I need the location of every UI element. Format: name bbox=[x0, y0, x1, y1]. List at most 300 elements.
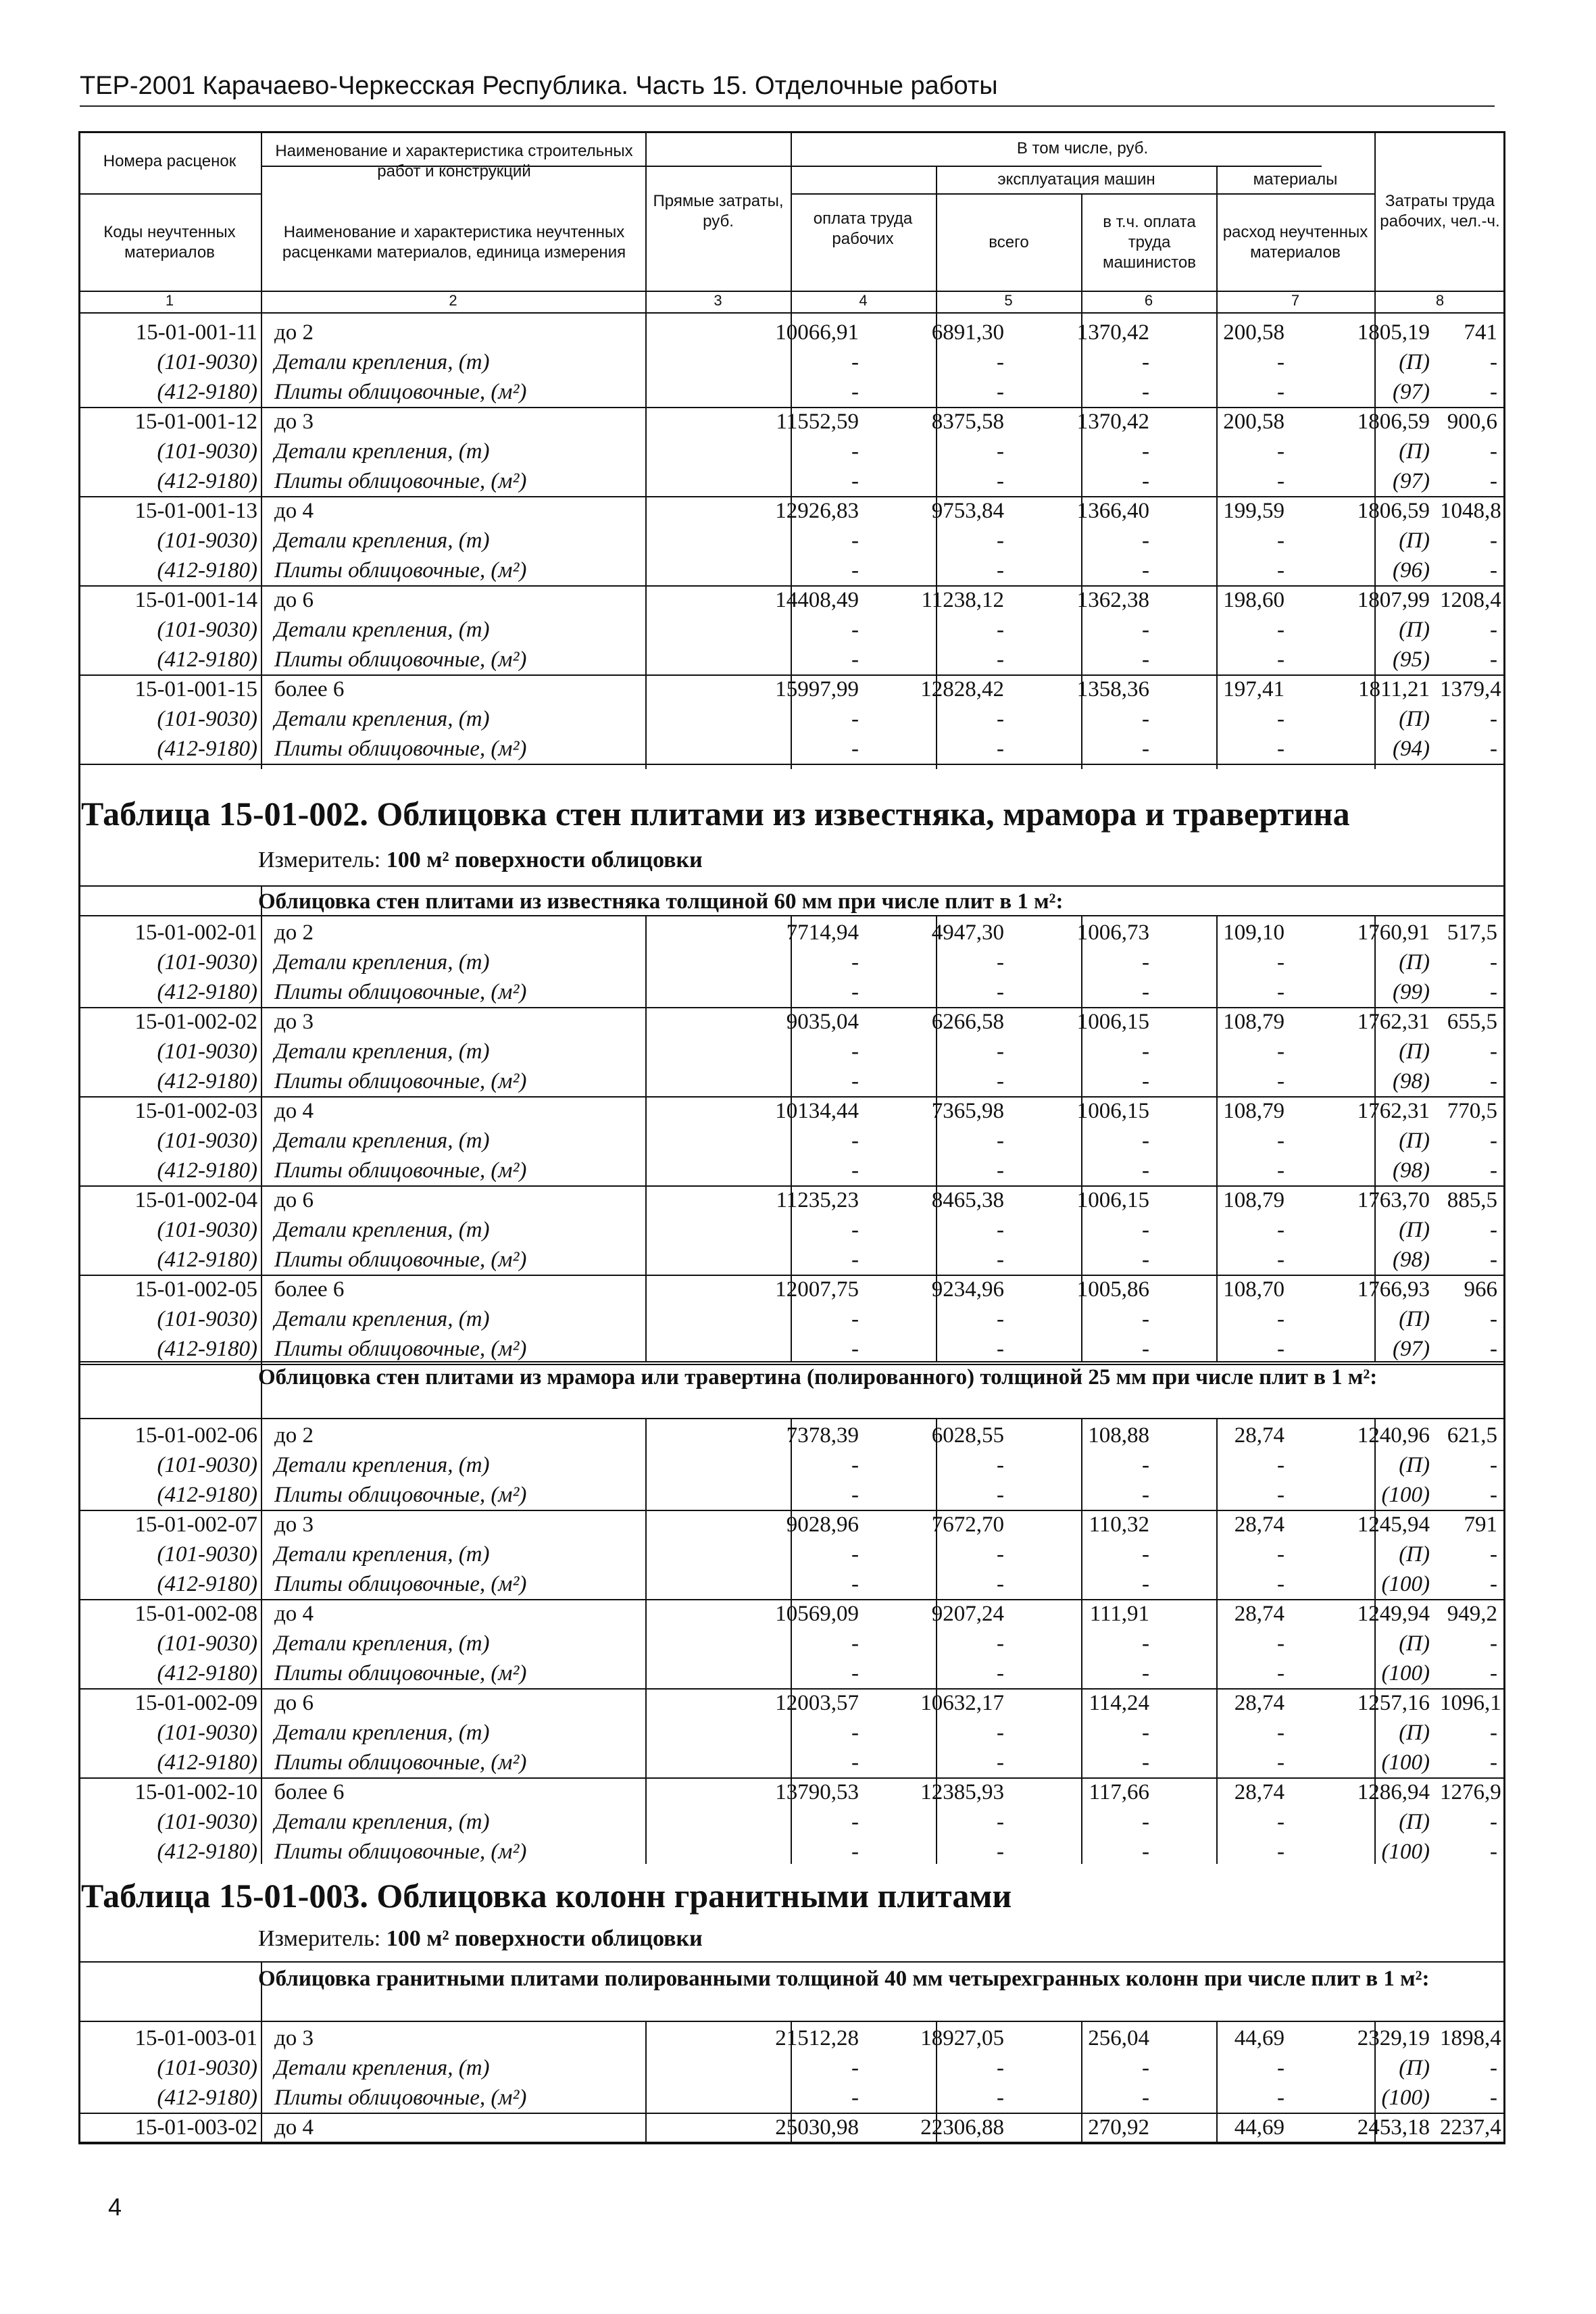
rate-value: 10134,44 bbox=[775, 1099, 859, 1123]
material-code: (412-9180) bbox=[157, 980, 257, 1004]
material-consumption: (П) bbox=[1399, 1721, 1430, 1745]
empty-value: - bbox=[1142, 558, 1149, 583]
empty-value: - bbox=[1490, 2056, 1497, 2080]
rate-value: 109,10 bbox=[1223, 920, 1285, 945]
empty-value: - bbox=[1490, 1129, 1497, 1153]
empty-value: - bbox=[851, 1039, 859, 1064]
material-consumption: (100) bbox=[1381, 1483, 1430, 1507]
material-consumption: (95) bbox=[1393, 647, 1430, 672]
col-number: 8 bbox=[1435, 292, 1445, 309]
empty-value: - bbox=[1142, 1129, 1149, 1153]
material-name: Плиты облицовочные, (м²) bbox=[274, 1158, 527, 1183]
material-row bbox=[78, 526, 1505, 556]
rate-code: 15-01-002-07 bbox=[134, 1512, 257, 1537]
material-row bbox=[78, 1450, 1505, 1480]
material-name: Плиты облицовочные, (м²) bbox=[274, 1248, 527, 1272]
rate-value: 108,70 bbox=[1223, 1277, 1285, 1302]
material-code: (101-9030) bbox=[157, 1129, 257, 1153]
material-name: Детали крепления, (т) bbox=[274, 1542, 490, 1567]
empty-value: - bbox=[1277, 1337, 1285, 1361]
material-consumption: (П) bbox=[1399, 1039, 1430, 1064]
material-consumption: (94) bbox=[1393, 737, 1430, 761]
header-col2-bottom: Наименование и характеристика неучтенных расценками материалов, единица измерения bbox=[282, 223, 626, 262]
col-number: 3 bbox=[714, 292, 722, 309]
empty-value: - bbox=[997, 1453, 1004, 1477]
rate-value: 885,5 bbox=[1447, 1188, 1497, 1212]
empty-value: - bbox=[1142, 1069, 1149, 1093]
empty-value: - bbox=[997, 469, 1004, 493]
empty-value: - bbox=[1490, 1307, 1497, 1331]
rate-name: до 3 bbox=[274, 1512, 314, 1537]
empty-value: - bbox=[1490, 1069, 1497, 1093]
rate-name: до 4 bbox=[274, 1099, 314, 1123]
material-code: (412-9180) bbox=[157, 737, 257, 761]
rate-value: 1240,96 bbox=[1357, 1423, 1430, 1448]
rate-code: 15-01-001-15 bbox=[134, 677, 257, 701]
material-row bbox=[78, 947, 1505, 977]
material-code: (412-9180) bbox=[157, 1572, 257, 1596]
empty-value: - bbox=[1142, 1721, 1149, 1745]
table2-subhead-limestone: Облицовка стен плитами из известняка толщиной 60 мм при числе плит в 1 м²: bbox=[258, 889, 1064, 914]
material-name: Плиты облицовочные, (м²) bbox=[274, 737, 527, 761]
empty-value: - bbox=[1490, 950, 1497, 975]
empty-value: - bbox=[1142, 2086, 1149, 2110]
material-consumption: (П) bbox=[1399, 528, 1430, 553]
empty-value: - bbox=[851, 707, 859, 731]
rate-row bbox=[78, 2023, 1505, 2053]
material-code: (101-9030) bbox=[157, 528, 257, 553]
rate-value: 1806,59 bbox=[1357, 410, 1430, 434]
empty-value: - bbox=[997, 439, 1004, 464]
empty-value: - bbox=[1490, 1721, 1497, 1745]
rate-name: до 6 bbox=[274, 1691, 314, 1715]
empty-value: - bbox=[1142, 350, 1149, 374]
empty-value: - bbox=[851, 1750, 859, 1775]
material-consumption: (П) bbox=[1399, 350, 1430, 374]
material-name: Детали крепления, (т) bbox=[274, 1721, 490, 1745]
empty-value: - bbox=[1142, 1631, 1149, 1656]
row-separator bbox=[78, 2142, 1505, 2144]
material-name: Детали крепления, (т) bbox=[274, 1307, 490, 1331]
empty-value: - bbox=[1142, 1750, 1149, 1775]
empty-value: - bbox=[1490, 1218, 1497, 1242]
col-number: 5 bbox=[1004, 292, 1013, 309]
col-number: 1 bbox=[165, 292, 174, 309]
empty-value: - bbox=[1142, 1542, 1149, 1567]
empty-value: - bbox=[1490, 1810, 1497, 1834]
empty-value: - bbox=[997, 1218, 1004, 1242]
rate-value: 12385,93 bbox=[920, 1780, 1004, 1804]
empty-value: - bbox=[851, 1661, 859, 1685]
rate-value: 6028,55 bbox=[931, 1423, 1004, 1448]
rate-value: 28,74 bbox=[1234, 1512, 1285, 1537]
material-code: (412-9180) bbox=[157, 1750, 257, 1775]
rate-value: 12003,57 bbox=[775, 1691, 859, 1715]
rate-value: 770,5 bbox=[1447, 1099, 1497, 1123]
rate-value: 7378,39 bbox=[786, 1423, 859, 1448]
measurer-label: Измеритель: bbox=[258, 1926, 381, 1951]
empty-value: - bbox=[1142, 1840, 1149, 1864]
material-row bbox=[78, 1540, 1505, 1569]
empty-value: - bbox=[851, 1337, 859, 1361]
rate-code: 15-01-002-01 bbox=[134, 920, 257, 945]
rate-value: 1006,15 bbox=[1076, 1010, 1149, 1034]
material-row bbox=[78, 1569, 1505, 1599]
header-col1-top: Номера расценок bbox=[103, 152, 236, 170]
rate-value: 1286,94 bbox=[1357, 1780, 1430, 1804]
empty-value: - bbox=[997, 950, 1004, 975]
rate-value: 200,58 bbox=[1223, 320, 1285, 345]
material-row bbox=[78, 615, 1505, 645]
material-name: Детали крепления, (т) bbox=[274, 528, 490, 553]
material-row bbox=[78, 1156, 1505, 1185]
empty-value: - bbox=[1142, 737, 1149, 761]
empty-value: - bbox=[851, 1158, 859, 1183]
empty-value: - bbox=[1277, 350, 1285, 374]
empty-value: - bbox=[1277, 528, 1285, 553]
empty-value: - bbox=[851, 1572, 859, 1596]
empty-value: - bbox=[1277, 2086, 1285, 2110]
rate-group bbox=[78, 496, 1505, 585]
col-number: 4 bbox=[859, 292, 868, 309]
material-row bbox=[78, 466, 1505, 496]
empty-value: - bbox=[997, 1483, 1004, 1507]
material-consumption: (П) bbox=[1399, 618, 1430, 642]
empty-value: - bbox=[1277, 707, 1285, 731]
rate-group bbox=[78, 1421, 1505, 1510]
material-consumption: (П) bbox=[1399, 1453, 1430, 1477]
empty-value: - bbox=[851, 1810, 859, 1834]
rate-group bbox=[78, 2113, 1505, 2142]
rate-value: 1806,59 bbox=[1357, 499, 1430, 523]
empty-value: - bbox=[851, 558, 859, 583]
empty-value: - bbox=[1142, 1307, 1149, 1331]
rate-value: 741 bbox=[1464, 320, 1497, 345]
rate-value: 1245,94 bbox=[1357, 1512, 1430, 1537]
rate-group bbox=[78, 918, 1505, 1007]
measurer-value: 100 м² поверхности облицовки bbox=[386, 1926, 703, 1951]
material-consumption: (98) bbox=[1393, 1069, 1430, 1093]
empty-value: - bbox=[1277, 1840, 1285, 1864]
rate-value: 9035,04 bbox=[786, 1010, 859, 1034]
header-machines: эксплуатация машин bbox=[997, 170, 1155, 189]
material-name: Плиты облицовочные, (м²) bbox=[274, 1572, 527, 1596]
empty-value: - bbox=[997, 1337, 1004, 1361]
rate-name: до 4 bbox=[274, 2115, 314, 2140]
material-row bbox=[78, 1748, 1505, 1777]
rate-value: 1048,8 bbox=[1440, 499, 1501, 523]
material-row bbox=[78, 645, 1505, 674]
rate-value: 6891,30 bbox=[931, 320, 1004, 345]
empty-value: - bbox=[851, 528, 859, 553]
rate-value: 1762,31 bbox=[1357, 1010, 1430, 1034]
empty-value: - bbox=[851, 1721, 859, 1745]
empty-value: - bbox=[1490, 618, 1497, 642]
empty-value: - bbox=[1142, 950, 1149, 975]
rate-value: 1249,94 bbox=[1357, 1602, 1430, 1626]
material-row bbox=[78, 1837, 1505, 1867]
empty-value: - bbox=[1277, 1129, 1285, 1153]
rate-group bbox=[78, 1599, 1505, 1688]
material-code: (101-9030) bbox=[157, 1039, 257, 1064]
rate-row bbox=[78, 1096, 1505, 1126]
rate-value: 1370,42 bbox=[1076, 320, 1149, 345]
empty-value: - bbox=[997, 1810, 1004, 1834]
material-code: (101-9030) bbox=[157, 1218, 257, 1242]
rate-value: 28,74 bbox=[1234, 1691, 1285, 1715]
empty-value: - bbox=[1277, 1721, 1285, 1745]
material-consumption: (П) bbox=[1399, 1542, 1430, 1567]
rate-value: 25030,98 bbox=[775, 2115, 859, 2140]
row-separator bbox=[78, 764, 1505, 765]
material-code: (101-9030) bbox=[157, 950, 257, 975]
material-row bbox=[78, 1480, 1505, 1510]
empty-value: - bbox=[851, 1453, 859, 1477]
material-name: Плиты облицовочные, (м²) bbox=[274, 647, 527, 672]
material-code: (101-9030) bbox=[157, 1307, 257, 1331]
material-row bbox=[78, 734, 1505, 764]
material-name: Детали крепления, (т) bbox=[274, 1218, 490, 1242]
empty-value: - bbox=[1490, 439, 1497, 464]
empty-value: - bbox=[1277, 737, 1285, 761]
rate-row bbox=[78, 1185, 1505, 1215]
rate-name: до 2 bbox=[274, 320, 314, 345]
empty-value: - bbox=[1277, 950, 1285, 975]
empty-value: - bbox=[851, 1248, 859, 1272]
material-name: Плиты облицовочные, (м²) bbox=[274, 469, 527, 493]
rate-value: 13790,53 bbox=[775, 1780, 859, 1804]
rate-group bbox=[78, 1007, 1505, 1096]
empty-value: - bbox=[1142, 1337, 1149, 1361]
rate-value: 21512,28 bbox=[775, 2026, 859, 2050]
empty-value: - bbox=[997, 1158, 1004, 1183]
material-code: (412-9180) bbox=[157, 647, 257, 672]
material-consumption: (97) bbox=[1393, 1337, 1430, 1361]
rate-value: 1766,93 bbox=[1357, 1277, 1430, 1302]
rate-value: 270,92 bbox=[1088, 2115, 1149, 2140]
empty-value: - bbox=[997, 647, 1004, 672]
rate-name: до 3 bbox=[274, 410, 314, 434]
empty-value: - bbox=[851, 1483, 859, 1507]
rate-value: 18927,05 bbox=[920, 2026, 1004, 2050]
rate-code: 15-01-003-01 bbox=[134, 2026, 257, 2050]
material-row bbox=[78, 377, 1505, 407]
rate-value: 655,5 bbox=[1447, 1010, 1497, 1034]
empty-value: - bbox=[1277, 1039, 1285, 1064]
rate-value: 6266,58 bbox=[931, 1010, 1004, 1034]
rate-group bbox=[78, 318, 1505, 407]
rate-code: 15-01-001-13 bbox=[134, 499, 257, 523]
empty-value: - bbox=[997, 1307, 1004, 1331]
material-row bbox=[78, 1037, 1505, 1066]
empty-value: - bbox=[851, 980, 859, 1004]
empty-value: - bbox=[1277, 1158, 1285, 1183]
material-name: Детали крепления, (т) bbox=[274, 1039, 490, 1064]
empty-value: - bbox=[1490, 1750, 1497, 1775]
rate-value: 1276,9 bbox=[1440, 1780, 1501, 1804]
measurer-value: 100 м² поверхности облицовки bbox=[386, 847, 703, 872]
empty-value: - bbox=[997, 2086, 1004, 2110]
material-consumption: (98) bbox=[1393, 1248, 1430, 1272]
rate-value: 621,5 bbox=[1447, 1423, 1497, 1448]
empty-value: - bbox=[1490, 350, 1497, 374]
material-row bbox=[78, 1334, 1505, 1364]
header-col5: всего bbox=[989, 233, 1029, 251]
rate-code: 15-01-001-14 bbox=[134, 588, 257, 612]
col-number: 2 bbox=[449, 292, 457, 309]
material-code: (101-9030) bbox=[157, 1542, 257, 1567]
rate-row bbox=[78, 2113, 1505, 2142]
table3-subhead: Облицовка гранитными плитами полированными толщиной 40 мм четырехгранных колонн при числе плит в 1 м²: bbox=[258, 1967, 1430, 1991]
material-name: Плиты облицовочные, (м²) bbox=[274, 2086, 527, 2110]
material-code: (101-9030) bbox=[157, 2056, 257, 2080]
empty-value: - bbox=[1277, 647, 1285, 672]
rate-value: 1366,40 bbox=[1076, 499, 1149, 523]
material-consumption: (П) bbox=[1399, 1810, 1430, 1834]
rate-group bbox=[78, 1096, 1505, 1185]
empty-value: - bbox=[851, 1307, 859, 1331]
rate-value: 900,6 bbox=[1447, 410, 1497, 434]
material-consumption: (П) bbox=[1399, 1307, 1430, 1331]
rate-value: 8375,58 bbox=[931, 410, 1004, 434]
empty-value: - bbox=[851, 380, 859, 404]
empty-value: - bbox=[997, 350, 1004, 374]
material-row bbox=[78, 1807, 1505, 1837]
empty-value: - bbox=[1142, 2056, 1149, 2080]
material-code: (412-9180) bbox=[157, 1483, 257, 1507]
rate-code: 15-01-002-10 bbox=[134, 1780, 257, 1804]
rate-value: 1370,42 bbox=[1076, 410, 1149, 434]
empty-value: - bbox=[851, 2056, 859, 2080]
material-consumption: (100) bbox=[1381, 1661, 1430, 1685]
empty-value: - bbox=[997, 737, 1004, 761]
material-row bbox=[78, 1245, 1505, 1275]
rate-value: 1358,36 bbox=[1076, 677, 1149, 701]
empty-value: - bbox=[1142, 1218, 1149, 1242]
empty-value: - bbox=[1277, 1307, 1285, 1331]
empty-value: - bbox=[1277, 1218, 1285, 1242]
rate-value: 966 bbox=[1464, 1277, 1497, 1302]
material-consumption: (П) bbox=[1399, 1129, 1430, 1153]
material-name: Плиты облицовочные, (м²) bbox=[274, 380, 527, 404]
material-code: (412-9180) bbox=[157, 558, 257, 583]
material-code: (412-9180) bbox=[157, 1158, 257, 1183]
rate-row bbox=[78, 1599, 1505, 1629]
empty-value: - bbox=[1490, 737, 1497, 761]
rate-row bbox=[78, 1275, 1505, 1304]
material-consumption: (П) bbox=[1399, 439, 1430, 464]
material-row bbox=[78, 347, 1505, 377]
empty-value: - bbox=[1277, 1483, 1285, 1507]
rate-name: до 2 bbox=[274, 1423, 314, 1448]
empty-value: - bbox=[851, 1631, 859, 1656]
rate-value: 8465,38 bbox=[931, 1188, 1004, 1212]
rate-code: 15-01-001-12 bbox=[134, 410, 257, 434]
rate-group bbox=[78, 674, 1505, 764]
material-name: Плиты облицовочные, (м²) bbox=[274, 980, 527, 1004]
rate-group bbox=[78, 585, 1505, 674]
empty-value: - bbox=[1490, 1337, 1497, 1361]
material-consumption: (100) bbox=[1381, 1840, 1430, 1864]
rate-row bbox=[78, 496, 1505, 526]
material-name: Детали крепления, (т) bbox=[274, 439, 490, 464]
material-row bbox=[78, 1066, 1505, 1096]
empty-value: - bbox=[1490, 1039, 1497, 1064]
rate-code: 15-01-002-08 bbox=[134, 1602, 257, 1626]
rate-name: до 3 bbox=[274, 1010, 314, 1034]
rate-row bbox=[78, 1421, 1505, 1450]
rate-value: 28,74 bbox=[1234, 1780, 1285, 1804]
empty-value: - bbox=[997, 528, 1004, 553]
empty-value: - bbox=[1277, 1069, 1285, 1093]
empty-value: - bbox=[1277, 2056, 1285, 2080]
header-col7: расход неучтенных материалов bbox=[1222, 223, 1368, 262]
material-consumption: (П) bbox=[1399, 707, 1430, 731]
material-code: (412-9180) bbox=[157, 1661, 257, 1685]
empty-value: - bbox=[997, 1039, 1004, 1064]
empty-value: - bbox=[1490, 647, 1497, 672]
rate-group bbox=[78, 1275, 1505, 1364]
material-row bbox=[78, 1304, 1505, 1334]
rate-value: 1005,86 bbox=[1076, 1277, 1149, 1302]
page-header-title: ТЕР-2001 Карачаево-Черкесская Республика. Часть 15. Отделочные работы bbox=[80, 66, 1495, 107]
empty-value: - bbox=[851, 950, 859, 975]
rate-value: 1760,91 bbox=[1357, 920, 1430, 945]
empty-value: - bbox=[1142, 980, 1149, 1004]
rate-value: 1362,38 bbox=[1076, 588, 1149, 612]
rate-value: 7672,70 bbox=[931, 1512, 1004, 1537]
rate-value: 114,24 bbox=[1089, 1691, 1149, 1715]
rate-value: 12828,42 bbox=[920, 677, 1004, 701]
empty-value: - bbox=[1142, 1483, 1149, 1507]
table2-title: Таблица 15-01-002. Облицовка стен плитами из известняка, мрамора и травертина bbox=[81, 794, 1357, 833]
rate-code: 15-01-001-11 bbox=[135, 320, 257, 345]
empty-value: - bbox=[851, 2086, 859, 2110]
rate-name: до 2 bbox=[274, 920, 314, 945]
rate-value: 2237,4 bbox=[1440, 2115, 1501, 2140]
empty-value: - bbox=[1142, 1572, 1149, 1596]
empty-value: - bbox=[851, 469, 859, 493]
material-row bbox=[78, 1126, 1505, 1156]
rate-code: 15-01-002-09 bbox=[134, 1691, 257, 1715]
empty-value: - bbox=[1490, 1453, 1497, 1477]
empty-value: - bbox=[1142, 380, 1149, 404]
material-consumption: (97) bbox=[1393, 469, 1430, 493]
empty-value: - bbox=[1277, 1572, 1285, 1596]
rate-group bbox=[78, 1688, 1505, 1777]
rate-name: до 4 bbox=[274, 1602, 314, 1626]
empty-value: - bbox=[997, 1661, 1004, 1685]
material-row bbox=[78, 556, 1505, 585]
material-name: Плиты облицовочные, (м²) bbox=[274, 1337, 527, 1361]
empty-value: - bbox=[851, 647, 859, 672]
rate-value: 198,60 bbox=[1223, 588, 1285, 612]
material-consumption: (100) bbox=[1381, 1750, 1430, 1775]
material-row bbox=[78, 1215, 1505, 1245]
table2-measurer bbox=[258, 847, 703, 873]
material-name: Плиты облицовочные, (м²) bbox=[274, 1840, 527, 1864]
header-col3: Прямые затраты, руб. bbox=[653, 192, 784, 230]
empty-value: - bbox=[851, 737, 859, 761]
empty-value: - bbox=[1490, 469, 1497, 493]
material-code: (412-9180) bbox=[157, 1248, 257, 1272]
material-code: (101-9030) bbox=[157, 439, 257, 464]
rate-group bbox=[78, 1185, 1505, 1275]
rate-name: более 6 bbox=[274, 1780, 345, 1804]
empty-value: - bbox=[997, 1572, 1004, 1596]
rate-name: более 6 bbox=[274, 1277, 345, 1302]
material-code: (101-9030) bbox=[157, 1721, 257, 1745]
